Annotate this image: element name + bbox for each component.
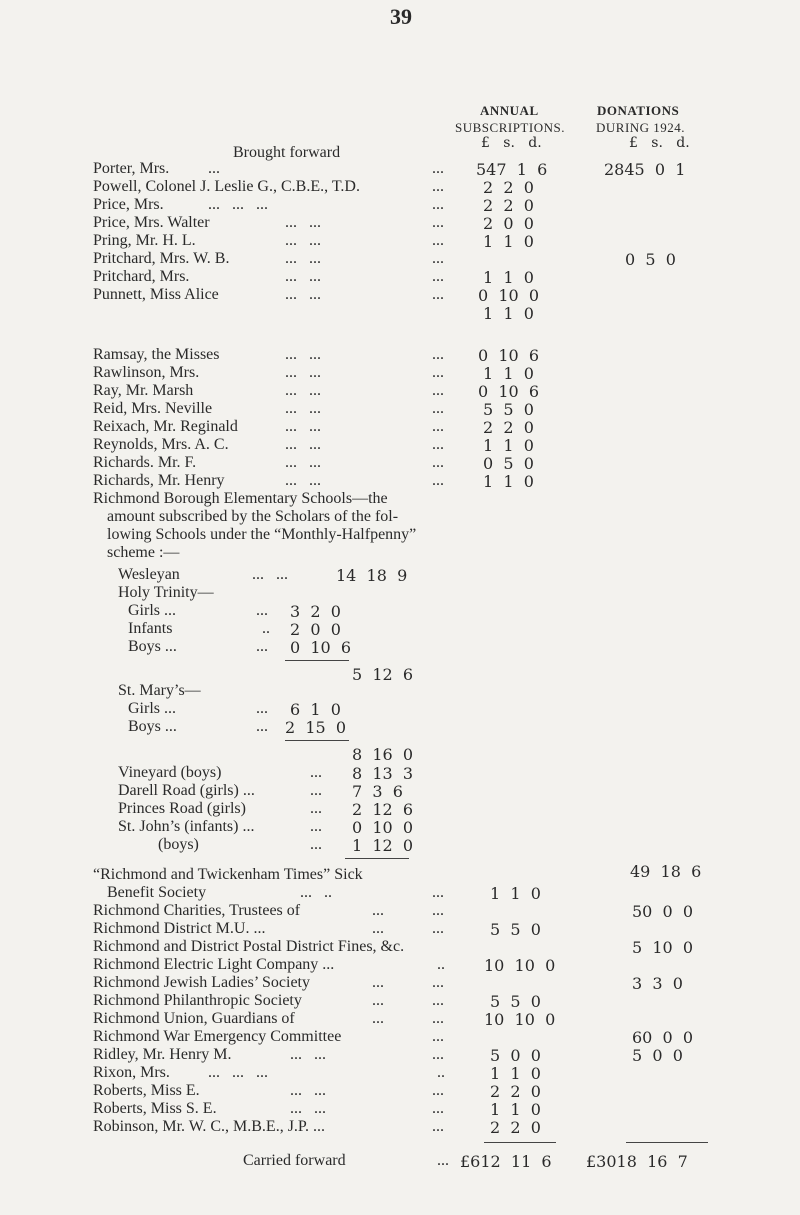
entry-name: Richmond District M.U. ... xyxy=(93,920,266,937)
entry-annual: 0 5 0 xyxy=(483,454,534,473)
entry-dots: ... xyxy=(432,902,444,919)
entry-name: Robinson, Mr. W. C., M.B.E., J.P. ... xyxy=(93,1118,326,1135)
entry-leader: ... ... xyxy=(285,268,321,285)
entry-leader: ... xyxy=(372,902,384,919)
school-total: 8 16 0 xyxy=(352,745,414,764)
entry-dots: ... xyxy=(432,346,444,363)
schools-grand-total: 49 18 6 xyxy=(630,862,702,881)
entry-dots: ... xyxy=(432,364,444,381)
entry-annual: 5 5 0 xyxy=(483,400,534,419)
schools-intro: lowing Schools under the “Monthly-Halfpenny” xyxy=(107,526,417,543)
entry-donation: 60 0 0 xyxy=(632,1028,694,1047)
entry-leader: ... xyxy=(372,1010,384,1027)
entry-dots: ... xyxy=(432,214,444,231)
entry-annual: 2 2 0 xyxy=(490,1082,541,1101)
total-rule xyxy=(626,1142,708,1143)
entry-annual: 1 1 0 xyxy=(483,232,534,251)
entry-name: Richmond Union, Guardians of xyxy=(93,1010,295,1027)
entry-name: Ray, Mr. Marsh xyxy=(93,382,194,399)
entry-donation: 2845 0 1 xyxy=(604,160,686,179)
entry-annual: 1 1 0 xyxy=(490,1100,541,1119)
entry-leader: ... ... xyxy=(285,346,321,363)
entry-leader: ... ... xyxy=(285,418,321,435)
school-total: 2 12 6 xyxy=(352,800,414,819)
annual-units: £ s. d. xyxy=(481,135,542,151)
entry-annual: 10 10 0 xyxy=(484,956,556,975)
entry-name: Richards. Mr. F. xyxy=(93,454,197,471)
entry-dots: .. xyxy=(437,956,445,973)
entry-leader: ... xyxy=(372,920,384,937)
entry-name: Punnett, Miss Alice xyxy=(93,286,219,303)
entry-annual: 2 0 0 xyxy=(483,214,534,233)
entry-dots: ... xyxy=(432,160,444,177)
schools-intro: Richmond Borough Elementary Schools—the xyxy=(93,490,388,507)
entry-dots: ... xyxy=(432,472,444,489)
entry-name: Roberts, Miss S. E. xyxy=(93,1100,217,1117)
school-total: 14 18 9 xyxy=(336,566,408,585)
entry-dots: ... xyxy=(432,382,444,399)
entry-annual: 5 0 0 xyxy=(490,1046,541,1065)
school-dots: ... xyxy=(310,818,322,835)
school-dots: ... xyxy=(310,782,322,799)
entry-annual: 2 2 0 xyxy=(483,196,534,215)
entry-annual: 547 1 6 xyxy=(476,160,548,179)
entry-dots: ... xyxy=(432,454,444,471)
entry-annual: 1 1 0 xyxy=(483,472,534,491)
subtotal-rule xyxy=(285,740,349,741)
entry-name: Richards, Mr. Henry xyxy=(93,472,225,489)
entry-name: Reixach, Mr. Reginald xyxy=(93,418,238,435)
entry-donation: 5 0 0 xyxy=(632,1046,683,1065)
entry-name: Richmond War Emergency Committee xyxy=(93,1028,342,1045)
school-total: 5 12 6 xyxy=(352,665,414,684)
entry-name: Pritchard, Mrs. xyxy=(93,268,190,285)
entry-leader: ... ... xyxy=(285,364,321,381)
entry-dots: ... xyxy=(432,974,444,991)
entry-name: Benefit Society xyxy=(107,884,207,901)
school-dots: .. xyxy=(262,620,270,637)
entry-annual: 2 2 0 xyxy=(490,1118,541,1137)
entry-donation: 5 10 0 xyxy=(632,938,694,957)
entry-name: Richmond Electric Light Company ... xyxy=(93,956,335,973)
school-dots: ... xyxy=(256,718,268,735)
entry-dots: ... xyxy=(432,1082,444,1099)
entry-dots: ... xyxy=(432,992,444,1009)
entry-dots: ... xyxy=(432,1028,444,1045)
entry-leader: ... xyxy=(208,160,220,177)
entry-donation: 50 0 0 xyxy=(632,902,694,921)
entry-annual: 1 1 0 xyxy=(490,884,541,903)
school-amount: 2 15 0 xyxy=(285,718,347,737)
entry-dots: ... xyxy=(432,1118,444,1135)
school-sub: Girls ... xyxy=(128,700,176,717)
annual-header-2: SUBSCRIPTIONS. xyxy=(455,120,565,135)
entry-name: Roberts, Miss E. xyxy=(93,1082,200,1099)
school-name: (boys) xyxy=(158,836,199,853)
school-total: 8 13 3 xyxy=(352,764,414,783)
entry-leader: ... ... ... xyxy=(208,196,268,213)
entry-dots: ... xyxy=(432,418,444,435)
entry-name: Reynolds, Mrs. A. C. xyxy=(93,436,229,453)
entry-leader: ... ... xyxy=(285,232,321,249)
school-sub: Boys ... xyxy=(128,638,177,655)
entry-annual: 10 10 0 xyxy=(484,1010,556,1029)
entry-annual: 0 10 6 xyxy=(478,346,540,365)
entry-annual: 5 5 0 xyxy=(490,992,541,1011)
entry-dots: ... xyxy=(432,1100,444,1117)
school-total: 0 10 0 xyxy=(352,818,414,837)
entry-leader: ... ... xyxy=(285,214,321,231)
entry-dots: ... xyxy=(432,1010,444,1027)
entry-name: Richmond and District Postal District Fines, &c. xyxy=(93,938,405,955)
school-sub: Infants xyxy=(128,620,173,637)
schools-intro: scheme :— xyxy=(107,544,180,561)
school-name: Princes Road (girls) xyxy=(118,800,246,817)
entry-annual: 1 1 0 xyxy=(483,304,534,323)
entry-name: Rawlinson, Mrs. xyxy=(93,364,200,381)
entry-leader: ... ... xyxy=(285,454,321,471)
entry-name: Reid, Mrs. Neville xyxy=(93,400,213,417)
entry-leader: ... ... xyxy=(285,400,321,417)
entry-annual: 2 2 0 xyxy=(483,178,534,197)
carried-forward-label: Carried forward xyxy=(243,1152,346,1169)
subtotal-rule xyxy=(285,660,349,661)
entry-annual: 1 1 0 xyxy=(483,268,534,287)
entry-name: Price, Mrs. Walter xyxy=(93,214,210,231)
entry-leader: ... xyxy=(372,992,384,1009)
school-name: Darell Road (girls) ... xyxy=(118,782,255,799)
entry-donation: 3 3 0 xyxy=(632,974,683,993)
school-amount: 0 10 6 xyxy=(290,638,352,657)
entry-leader: ... ... xyxy=(285,472,321,489)
entry-donation: 0 5 0 xyxy=(625,250,676,269)
school-sub: Girls ... xyxy=(128,602,176,619)
entry-dots: ... xyxy=(432,400,444,417)
school-name: St. John’s (infants) ... xyxy=(118,818,255,835)
entry-name: Pring, Mr. H. L. xyxy=(93,232,196,249)
page-number: 39 xyxy=(390,4,412,29)
entry-dots: ... xyxy=(432,920,444,937)
entry-annual: 1 1 0 xyxy=(483,364,534,383)
school-dots: ... xyxy=(256,700,268,717)
entry-annual: 0 10 6 xyxy=(478,382,540,401)
entry-dots: ... xyxy=(432,1046,444,1063)
entry-annual: 1 1 0 xyxy=(483,436,534,455)
school-name: St. Mary’s— xyxy=(118,682,201,699)
entry-name: Richmond Jewish Ladies’ Society xyxy=(93,974,310,991)
school-amount: 6 1 0 xyxy=(290,700,341,719)
entry-name: Ramsay, the Misses xyxy=(93,346,220,363)
school-dots: ... xyxy=(256,602,268,619)
school-name: Wesleyan xyxy=(118,566,180,583)
entry-annual: 2 2 0 xyxy=(483,418,534,437)
total-rule xyxy=(484,1142,556,1143)
entry-name: Rixon, Mrs. xyxy=(93,1064,170,1081)
entry-dots: ... xyxy=(432,436,444,453)
school-dots: ... xyxy=(310,800,322,817)
annual-header-1: ANNUAL xyxy=(480,103,539,118)
entry-name: Richmond Philanthropic Society xyxy=(93,992,302,1009)
entry-leader: ... ... xyxy=(285,436,321,453)
entry-leader: ... ... xyxy=(290,1046,326,1063)
schools-intro: amount subscribed by the Scholars of the fol- xyxy=(107,508,399,525)
donations-units: £ s. d. xyxy=(629,135,690,151)
entry-leader: ... .. xyxy=(300,884,332,901)
donations-header-1: DONATIONS xyxy=(597,103,680,118)
entry-name: Pritchard, Mrs. W. B. xyxy=(93,250,230,267)
school-dots: ... xyxy=(256,638,268,655)
entry-leader: ... ... ... xyxy=(208,1064,268,1081)
entry-leader: ... ... xyxy=(285,286,321,303)
school-dots: ... xyxy=(310,836,322,853)
entry-name: Ridley, Mr. Henry M. xyxy=(93,1046,232,1063)
carried-forward-donations: £3018 16 7 xyxy=(586,1152,688,1171)
school-name: Vineyard (boys) xyxy=(118,764,222,781)
entry-dots: .. xyxy=(437,1064,445,1081)
entry-name: Powell, Colonel J. Leslie G., C.B.E., T.D. xyxy=(93,178,360,195)
school-sub: Boys ... xyxy=(128,718,177,735)
entry-dots: ... xyxy=(432,232,444,249)
entry-dots: ... xyxy=(432,286,444,303)
entry-name: Richmond Charities, Trustees of xyxy=(93,902,301,919)
entry-dots: ... xyxy=(432,268,444,285)
school-name: Holy Trinity— xyxy=(118,584,214,601)
carried-forward-annual: £612 11 6 xyxy=(460,1152,552,1171)
carried-forward-dots: ... xyxy=(437,1152,449,1169)
entry-leader: ... ... xyxy=(290,1082,326,1099)
school-total: 7 3 6 xyxy=(352,782,403,801)
entry-leader: ... ... xyxy=(290,1100,326,1117)
entry-leader: ... ... xyxy=(285,250,321,267)
entry-annual: 0 10 0 xyxy=(478,286,540,305)
entry-dots: ... xyxy=(432,196,444,213)
entry-leader: ... ... xyxy=(285,382,321,399)
entry-dots: ... xyxy=(432,250,444,267)
school-amount: 3 2 0 xyxy=(290,602,341,621)
donations-header-2: DURING 1924. xyxy=(596,120,686,135)
school-dots: ... xyxy=(310,764,322,781)
entry-annual: 5 5 0 xyxy=(490,920,541,939)
school-dots: ... ... xyxy=(252,566,288,583)
entry-annual: 1 1 0 xyxy=(490,1064,541,1083)
entry-name: Price, Mrs. xyxy=(93,196,164,213)
entry-leader: ... xyxy=(372,974,384,991)
entry-name: “Richmond and Twickenham Times” Sick xyxy=(93,866,363,883)
brought-forward-label: Brought forward xyxy=(233,144,341,161)
entry-dots: ... xyxy=(432,884,444,901)
entry-dots: ... xyxy=(432,178,444,195)
school-total: 1 12 0 xyxy=(352,836,414,855)
subtotal-rule xyxy=(345,858,409,859)
entry-name: Porter, Mrs. xyxy=(93,160,170,177)
school-amount: 2 0 0 xyxy=(290,620,341,639)
